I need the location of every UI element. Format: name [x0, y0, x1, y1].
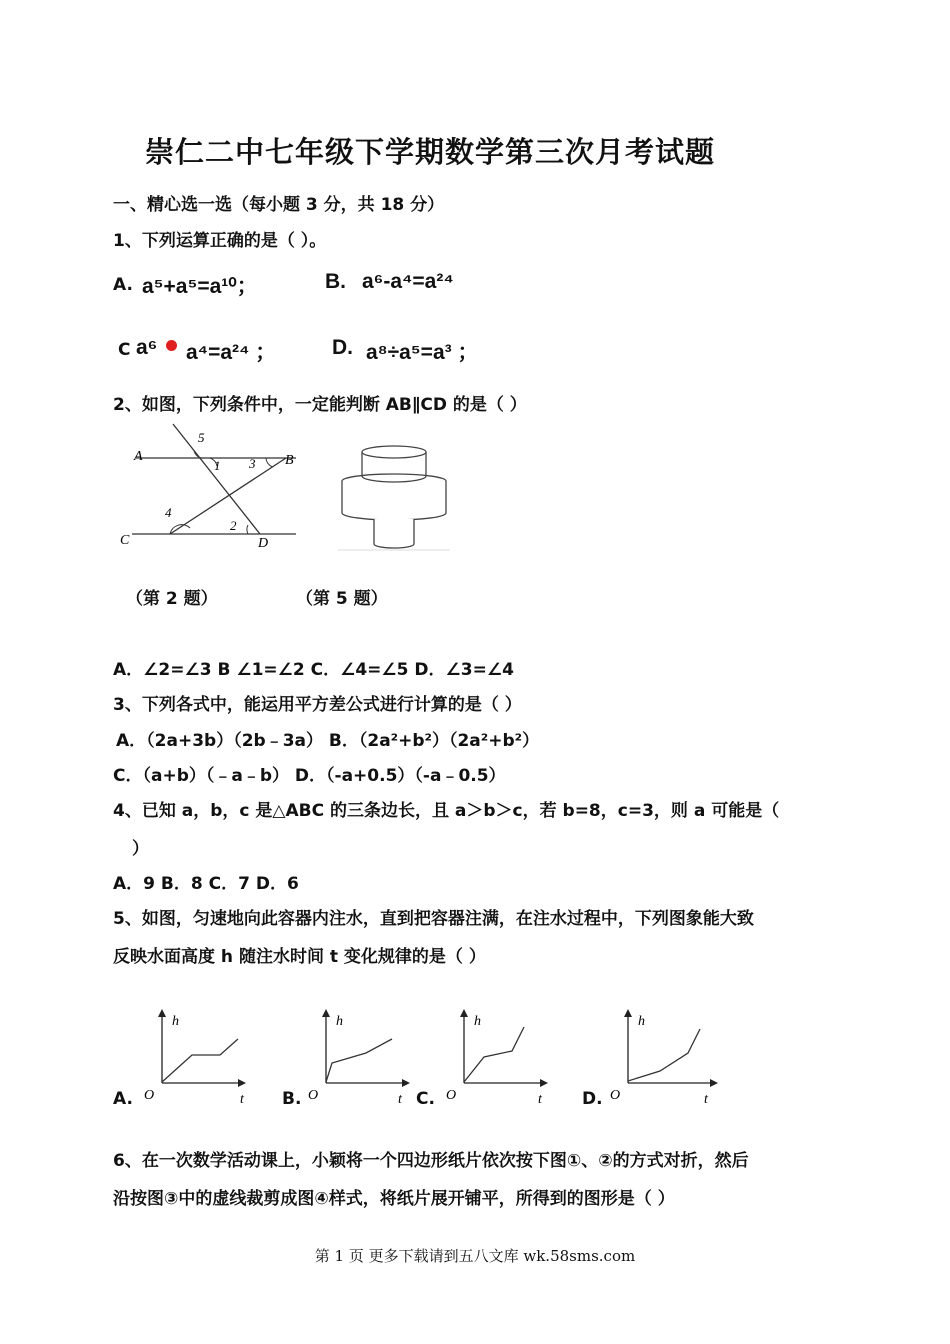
graph-a-label: A. [113, 1089, 133, 1109]
svg-text:t: t [704, 1092, 708, 1105]
q4-stem-close: ） [132, 839, 149, 859]
svg-text:O: O [144, 1088, 155, 1103]
q1-option-c-label: C [118, 340, 131, 360]
q5-stem-line2: 反映水面高度 h 随注水时间 t 变化规律的是（ ） [113, 947, 486, 967]
label-b: B [285, 453, 294, 468]
q6-stem-line2: 沿按图③中的虚线裁剪成图④样式，将纸片展开铺平，所得到的图形是（ ） [113, 1189, 675, 1209]
q1-option-c-left: a⁶ [136, 336, 158, 359]
q1-option-c-right: a⁴=a²⁴ ； [186, 341, 277, 364]
label-c: C [120, 533, 130, 548]
label-a: A [134, 449, 143, 464]
multiply-dot-icon [166, 340, 177, 351]
graph-d [608, 1005, 723, 1105]
q5-stem-line1: 5、如图，匀速地向此容器内注水，直到把容器注满，在注水过程中，下列图象能大致 [113, 909, 754, 929]
q2-figure-parallel-lines [118, 420, 308, 555]
svg-text:h: h [638, 1014, 645, 1029]
svg-text:t: t [240, 1092, 244, 1105]
angle-3: 3 [249, 456, 256, 471]
angle-4: 4 [165, 505, 172, 520]
q4-options: A．9 B．8 C．7 D．6 [113, 874, 299, 894]
svg-text:O: O [610, 1088, 621, 1103]
angle-1: 1 [214, 458, 221, 473]
q1-option-a-label: A. [113, 275, 133, 295]
svg-text:h: h [474, 1014, 481, 1029]
page-title: 崇仁二中七年级下学期数学第三次月考试题 [144, 135, 715, 169]
q3-stem: 3、下列各式中，能运用平方差公式进行计算的是（ ） [113, 695, 522, 715]
svg-text:t: t [398, 1092, 402, 1105]
svg-text:t: t [538, 1092, 542, 1105]
graph-d-label: D. [582, 1089, 603, 1109]
graph-b [306, 1005, 416, 1105]
page-footer: 第 1 页 更多下载请到五八文库 wk.58sms.com [314, 1247, 636, 1265]
q1-stem: 1、下列运算正确的是（ ）。 [113, 231, 327, 251]
q3-options-row1: A．（2a+3b）（2b﹣3a） B．（2a²+b²）（2a²+b²） [116, 731, 540, 751]
q6-stem-line1: 6、在一次数学活动课上，小颖将一个四边形纸片依次按下图①、②的方式对折，然后 [113, 1151, 749, 1171]
q2-options: A．∠2=∠3 B ∠1=∠2 C．∠4=∠5 D．∠3=∠4 [113, 660, 514, 680]
q1-option-d: a⁸÷a⁵=a³ ； [366, 341, 479, 364]
section-heading: 一、精心选一选（每小题 3 分，共 18 分） [113, 195, 445, 215]
angle-5: 5 [198, 430, 205, 445]
q5-figure-caption: （第 5 题） [296, 589, 388, 609]
graph-a [142, 1005, 252, 1105]
q3-options-row2: C．（a+b）（﹣a﹣b） D．（-a+0.5）（-a﹣0.5） [113, 766, 506, 786]
q1-option-a: a⁵+a⁵=a¹⁰； [142, 275, 258, 298]
q4-stem: 4、已知 a，b，c 是△ABC 的三条边长，且 a＞b＞c，若 b=8，c=3，则 a 可能是（ [113, 801, 780, 821]
q2-stem: 2、如图，下列条件中，一定能判断 AB∥CD 的是（ ） [113, 395, 527, 415]
svg-text:O: O [308, 1088, 319, 1103]
svg-text:h: h [336, 1014, 343, 1029]
q5-figure-container [338, 440, 450, 552]
svg-text:O: O [446, 1088, 457, 1103]
q2-figure-caption: （第 2 题） [126, 589, 218, 609]
svg-text:h: h [172, 1014, 179, 1029]
label-d: D [258, 536, 269, 551]
graph-b-label: B. [282, 1089, 302, 1109]
q1-option-b-label: B. [325, 270, 346, 293]
graph-c-label: C. [416, 1089, 435, 1109]
q1-option-d-label: D. [332, 336, 353, 359]
angle-2: 2 [230, 518, 237, 533]
graph-c [444, 1005, 554, 1105]
q1-option-b: a⁶-a⁴=a²⁴ [362, 270, 454, 293]
